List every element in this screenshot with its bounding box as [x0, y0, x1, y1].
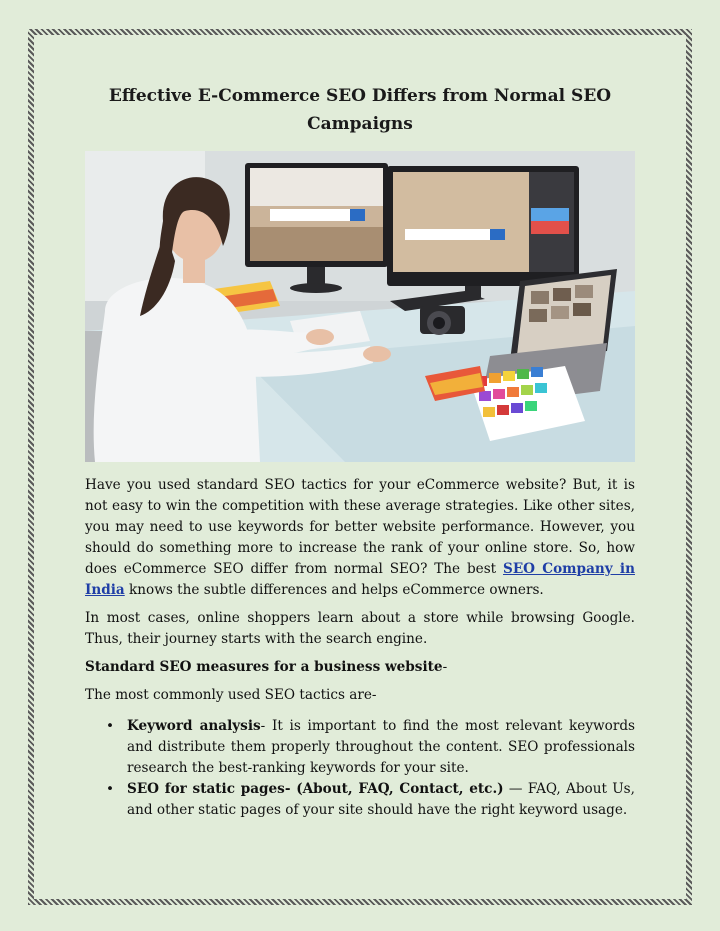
- intro-text: Have you used standard SEO tactics for your eCommerce website? But, it is not easy to win the competition with these average strategies. Like other sites, you may need to use keywords for better website performance. However, you should do something more to increase the rank of your online store. So, how does eCommerce SEO differ from normal SEO? The best: [85, 477, 635, 577]
- list-item-text: — FAQ, About Us, and other static pages of your site should have the right keyword usage.: [127, 781, 635, 818]
- document-title: Effective E-Commerce SEO Differs from Normal SEO Campaigns: [108, 86, 612, 134]
- search-journey-paragraph: In most cases, online shoppers learn about a store while browsing Google. Thus, their journey starts with the search engine.: [85, 610, 635, 647]
- list-item: [85, 716, 635, 779]
- intro-paragraph: [85, 475, 635, 601]
- document-body: [85, 82, 635, 821]
- section-heading-suffix: -: [442, 659, 448, 675]
- list-item: [85, 779, 635, 821]
- list-item-title: SEO for static pages- (About, FAQ, Contact, etc.): [127, 781, 504, 797]
- list-item-text: - It is important to find the most relevant keywords and distribute them properly throughout the content. SEO professionals research the best-ranking keywords for your site.: [127, 718, 636, 776]
- intro-text-after-link: knows the subtle differences and helps eCommerce owners.: [124, 582, 544, 598]
- hero-photo: [85, 151, 635, 462]
- list-item-title: Keyword analysis: [127, 718, 261, 734]
- tactics-intro: The most commonly used SEO tactics are-: [85, 687, 377, 703]
- seo-company-link[interactable]: SEO Company in India: [85, 561, 635, 598]
- section-heading: [85, 657, 635, 678]
- tactics-list: [85, 716, 635, 821]
- bullet-icon: •: [106, 718, 115, 734]
- section-heading-text: Standard SEO measures for a business website: [85, 659, 443, 675]
- bullet-icon: •: [106, 781, 115, 797]
